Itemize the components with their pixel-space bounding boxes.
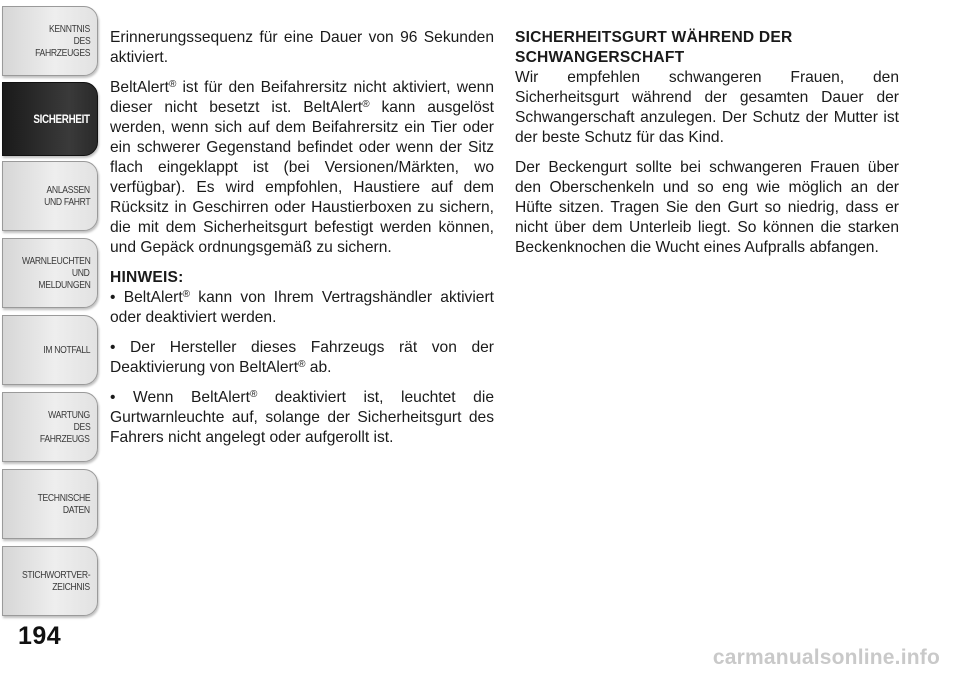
tab-label: DES xyxy=(73,35,90,47)
tab-technische-daten[interactable] xyxy=(2,469,98,539)
tab-stichwortverzeichnis[interactable] xyxy=(2,546,98,616)
paragraph: Wir empfehlen schwangeren Frauen, den Sicherheitsgurt während der gesamten Dauer der Schwangerschaft anzulegen. Der Schutz der Mutter ist der beste Schutz für das Kind. xyxy=(515,69,899,146)
tab-sicherheit[interactable] xyxy=(2,82,98,156)
section-heading-line: SICHERHEITSGURT WÄHREND DER xyxy=(515,29,793,46)
paragraph: BeltAlert® ist für den Beifahrersitz nicht aktiviert, wenn dieser nicht besetzt ist. BeltAlert® kann ausgelöst werden, wenn sich auf dem Beifahrersitz ein Tier oder ein schwerer Gegenstand befindet oder wenn der Sitz flach eingeklappt ist (bei Versionen/Märkten, wo verfügbar). Es wird empfohlen, Haustiere auf dem Rücksitz in Geschirren oder Haustierboxen zu sichern, die mit dem Sicherheitsgurt befestigt werden können, und Gepäck ordnungsgemäß zu sichern. xyxy=(110,79,494,256)
bullet-item: • Der Hersteller dieses Fahrzeugs rät von der Deaktivierung von BeltAlert® ab. xyxy=(110,339,494,376)
tab-kenntnis-des-fahrzeuges[interactable] xyxy=(2,6,98,76)
tab-label: TECHNISCHE xyxy=(37,492,90,504)
tab-label: KENNTNIS xyxy=(49,23,90,35)
tab-wartung-des-fahrzeugs[interactable] xyxy=(2,392,98,462)
tab-label: FAHRZEUGS xyxy=(40,433,90,445)
tab-im-notfall[interactable] xyxy=(2,315,98,385)
bullet-item: • BeltAlert® kann von Ihrem Vertragshändler aktiviert oder deaktiviert werden. xyxy=(110,289,495,326)
tab-label: UND xyxy=(72,267,90,279)
tab-label: STICHWORTVER- xyxy=(21,569,90,581)
tab-anlassen-und-fahrt[interactable] xyxy=(2,161,98,231)
left-column xyxy=(110,28,494,458)
chapter-sidebar xyxy=(0,0,104,620)
tab-label: UND FAHRT xyxy=(43,196,90,208)
tab-label: WARTUNG xyxy=(48,409,90,421)
tab-label: DATEN xyxy=(63,504,90,516)
paragraph: Erinnerungssequenz für eine Dauer von 96 Sekunden aktiviert. xyxy=(110,29,494,66)
tab-label: ZEICHNIS xyxy=(52,581,90,593)
tab-label: SICHERHEIT xyxy=(33,112,90,126)
note-heading: HINWEIS: xyxy=(110,269,184,286)
tab-label: MELDUNGEN xyxy=(37,279,90,291)
tab-label: FAHRZEUGES xyxy=(34,47,90,59)
tab-label: IM NOTFALL xyxy=(43,344,90,356)
page-number: 194 xyxy=(18,622,62,650)
section-heading xyxy=(515,28,899,68)
tab-warnleuchten-und-meldungen[interactable] xyxy=(2,238,98,308)
tab-label: ANLASSEN xyxy=(46,184,90,196)
paragraph: Der Beckengurt sollte bei schwangeren Frauen über den Oberschenkeln und so eng wie möglich an der Hüfte sitzen. Tragen Sie den Gurt so niedrig, dass er nicht über dem Unterleib liegt. So können die starken Beckenknochen die Wucht eines Aufpralls abfangen. xyxy=(515,159,899,256)
tab-label: WARNLEUCHTEN xyxy=(21,255,90,267)
bullet-item: • Wenn BeltAlert® deaktiviert ist, leuchtet die Gurtwarnleuchte auf, solange der Sicherheitsgurt des Fahrers nicht angelegt oder aufgerollt ist. xyxy=(110,389,494,446)
section-heading-line: SCHWANGERSCHAFT xyxy=(515,49,685,66)
watermark-text: carmanualsonline.info xyxy=(712,646,940,669)
right-column xyxy=(515,28,899,268)
tab-label: DES xyxy=(73,421,90,433)
